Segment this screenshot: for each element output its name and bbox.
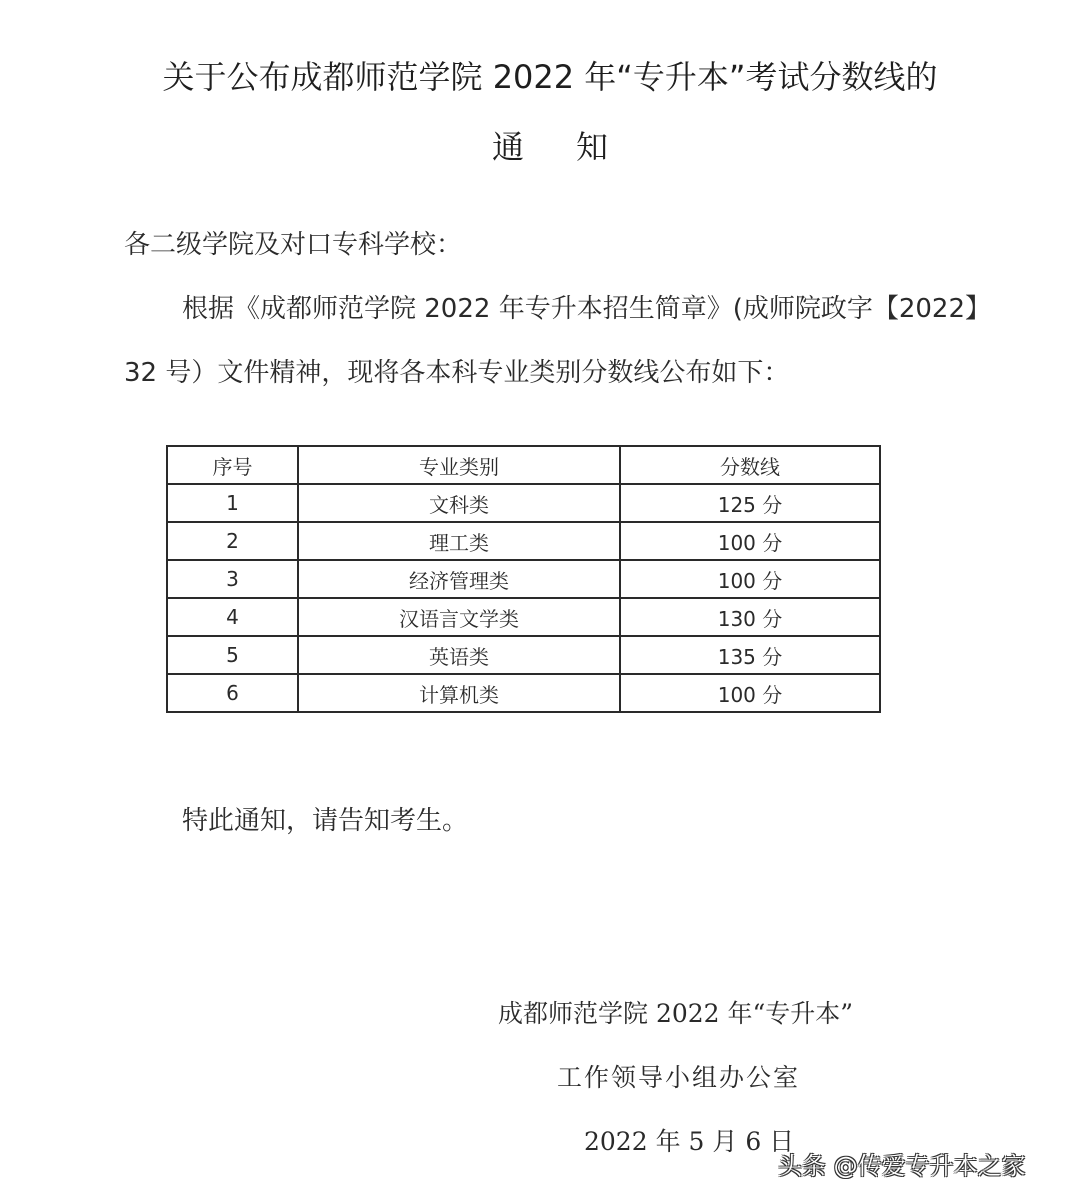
closing-line: 特此通知，请告知考生。 [182, 806, 469, 836]
body-paragraph-line-2: 32 号）文件精神，现将各本科专业类别分数线公布如下： [124, 358, 790, 388]
table-header-row [167, 446, 880, 484]
title-char: 通 [491, 128, 524, 166]
table-row [167, 636, 880, 674]
cell-category: 计算机类 [298, 674, 620, 712]
cell-score: 130 分 [620, 598, 880, 636]
cell-score: 100 分 [620, 522, 880, 560]
watermark: 头条 @传爱专升本之家 [778, 1152, 1026, 1180]
cell-category: 英语类 [298, 636, 620, 674]
salutation: 各二级学院及对口专科学校： [124, 230, 463, 260]
header-score: 分数线 [620, 446, 880, 484]
cell-score: 100 分 [620, 674, 880, 712]
cell-index: 2 [167, 522, 298, 560]
header-category: 专业类别 [298, 446, 620, 484]
score-table [166, 445, 881, 713]
cell-score: 125 分 [620, 484, 880, 522]
cell-score: 100 分 [620, 560, 880, 598]
signature-org-line-2: 工作领导小组办公室 [557, 1063, 801, 1092]
title-char: 知 [576, 128, 609, 166]
table-row [167, 484, 880, 522]
cell-category: 经济管理类 [298, 560, 620, 598]
title-line-2 [0, 122, 1080, 168]
cell-index: 1 [167, 484, 298, 522]
table-row [167, 674, 880, 712]
body-paragraph-line-1: 根据《成都师范学院 2022 年专升本招生简章》(成师院政字【2022】 [182, 294, 992, 324]
cell-score: 135 分 [620, 636, 880, 674]
cell-index: 6 [167, 674, 298, 712]
signature-org-line-1: 成都师范学院 2022 年“专升本” [498, 999, 854, 1028]
table-row [167, 522, 880, 560]
cell-index: 4 [167, 598, 298, 636]
signature-date: 2022 年 5 月 6 日 [584, 1127, 795, 1156]
header-index: 序号 [167, 446, 298, 484]
cell-index: 3 [167, 560, 298, 598]
table-row [167, 560, 880, 598]
cell-category: 汉语言文学类 [298, 598, 620, 636]
table-row [167, 598, 880, 636]
cell-category: 文科类 [298, 484, 620, 522]
title-line-1: 关于公布成都师范学院 2022 年“专升本”考试分数线的 [162, 58, 938, 96]
cell-index: 5 [167, 636, 298, 674]
cell-category: 理工类 [298, 522, 620, 560]
